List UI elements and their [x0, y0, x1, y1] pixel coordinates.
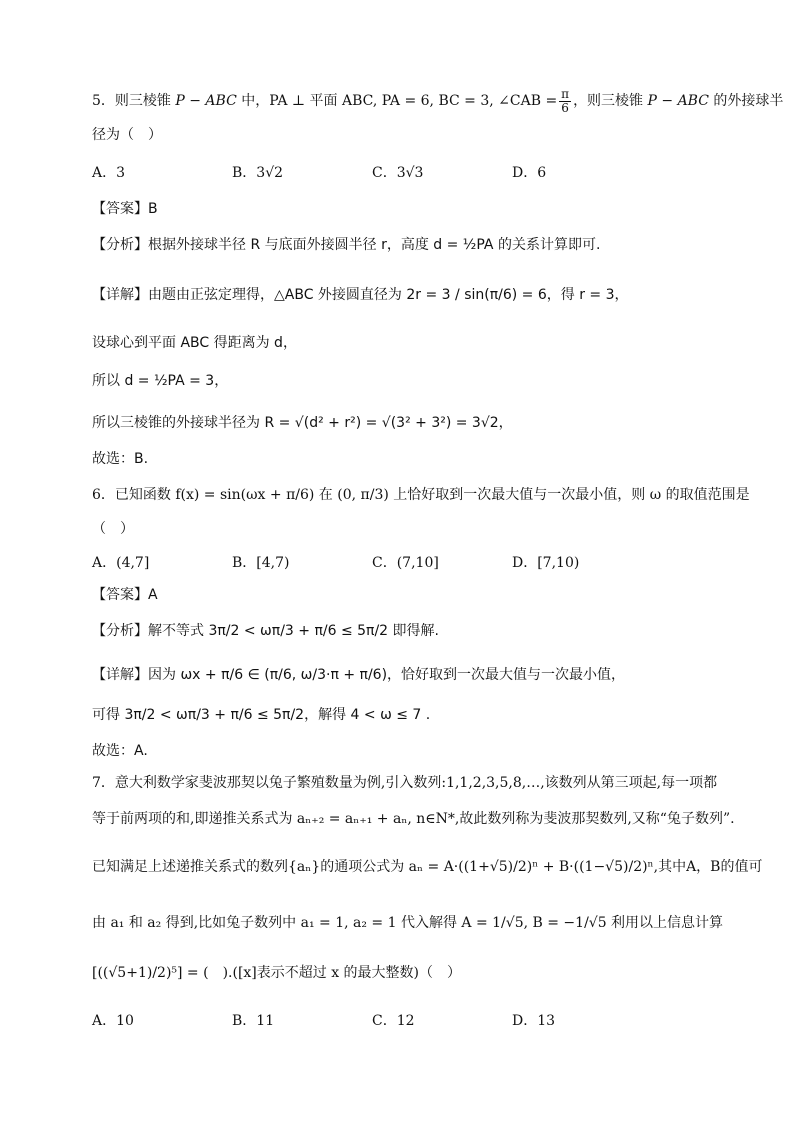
q6-option-a[interactable]: A．(4,7] [92, 555, 150, 571]
q7-option-c[interactable]: C．12 [372, 1013, 415, 1029]
q6-option-c[interactable]: C．(7,10] [372, 555, 439, 571]
q5-detail-4: 所以三棱锥的外接球半径为 R = √(d² + r²) = √(3² + 3²) = 3√2， [92, 415, 513, 431]
q6-stem-line2: （ ） [92, 521, 134, 537]
q7-option-a[interactable]: A．10 [92, 1013, 134, 1029]
q7-line-1: 7．意大利数学家斐波那契以兔子繁殖数量为例,引入数列:1,1,2,3,5,8,…,该数列从第三项起,每一项都 [92, 775, 718, 791]
q7-option-d[interactable]: D．13 [512, 1013, 556, 1029]
q7-option-b[interactable]: B．11 [232, 1013, 275, 1029]
q5-detail-2: 设球心到平面 ABC 得距离为 d， [92, 335, 297, 351]
q7-options [92, 1010, 702, 1030]
q7-line-4: 由 a₁ 和 a₂ 得到,比如兔子数列中 a₁ = 1, a₂ = 1 代入解得 A = 1/√5, B = −1/√5 利用以上信息计算 [92, 915, 724, 931]
q5-stem-line2: 径为（ ） [92, 127, 162, 143]
q6-option-d[interactable]: D．[7,10) [512, 555, 580, 571]
q5-stem-line1: 5．则三棱锥 P − ABC 中，PA ⊥ 平面 ABC, PA = 6, BC = 3, ∠CAB = $\frac{\pi}{6}$ ，则三棱锥 P − ABC 的外接球半 [92, 87, 784, 115]
q5-option-b[interactable]: B．3√2 [232, 165, 284, 181]
q5-answer: 【答案】B [92, 201, 158, 217]
q6-analysis: 【分析】解不等式 3π/2 < ωπ/3 + π/6 ≤ 5π/2 即得解. [92, 623, 439, 639]
q6-option-b[interactable]: B．[4,7) [232, 555, 290, 571]
q6-answer: 【答案】A [92, 587, 158, 603]
q6-options [92, 552, 702, 572]
q5-option-a[interactable]: A．3 [92, 165, 126, 181]
q6-stem-line1: 6．已知函数 f(x) = sin(ωx + π/6) 在 (0, π/3) 上恰好取到一次最大值与一次最小值，则 ω 的取值范围是 [92, 487, 750, 503]
q5-option-d[interactable]: D．6 [512, 165, 547, 181]
q5-analysis: 【分析】根据外接球半径 R 与底面外接圆半径 r，高度 d = ½PA 的关系计算即可. [92, 237, 601, 253]
q6-detail-1: 【详解】因为 ωx + π/6 ∈ (π/6, ω/3·π + π/6)，恰好取到一次最大值与一次最小值， [92, 667, 626, 683]
q7-line-3: 已知满足上述递推关系式的数列{aₙ}的通项公式为 aₙ = A·((1+√5)/2)ⁿ + B·((1−√5)/2)ⁿ,其中A，B的值可 [92, 859, 763, 875]
q7-line-5: [((√5+1)/2)⁵] = ( ).([x]表示不超过 x 的最大整数)（ ） [92, 965, 462, 981]
q5-detail-1: 【详解】由题由正弦定理得，△ABC 外接圆直径为 2r = 3 / sin(π/6) = 6，得 r = 3， [92, 287, 629, 303]
q5-options [92, 162, 702, 182]
q5-option-c[interactable]: C．3√3 [372, 165, 424, 181]
q5-frac-pi-6: $\frac{\pi}{6}$ [561, 87, 570, 115]
q6-detail-2: 可得 3π/2 < ωπ/3 + π/6 ≤ 5π/2，解得 4 < ω ≤ 7 . [92, 707, 431, 723]
q5-detail-3: 所以 d = ½PA = 3， [92, 373, 229, 389]
q7-line-2: 等于前两项的和,即递推关系式为 aₙ₊₂ = aₙ₊₁ + aₙ, n∈N*,故此数列称为斐波那契数列,又称“兔子数列”. [92, 811, 735, 827]
q5-detail-5: 故选：B. [92, 451, 149, 467]
q6-detail-3: 故选：A. [92, 743, 148, 759]
